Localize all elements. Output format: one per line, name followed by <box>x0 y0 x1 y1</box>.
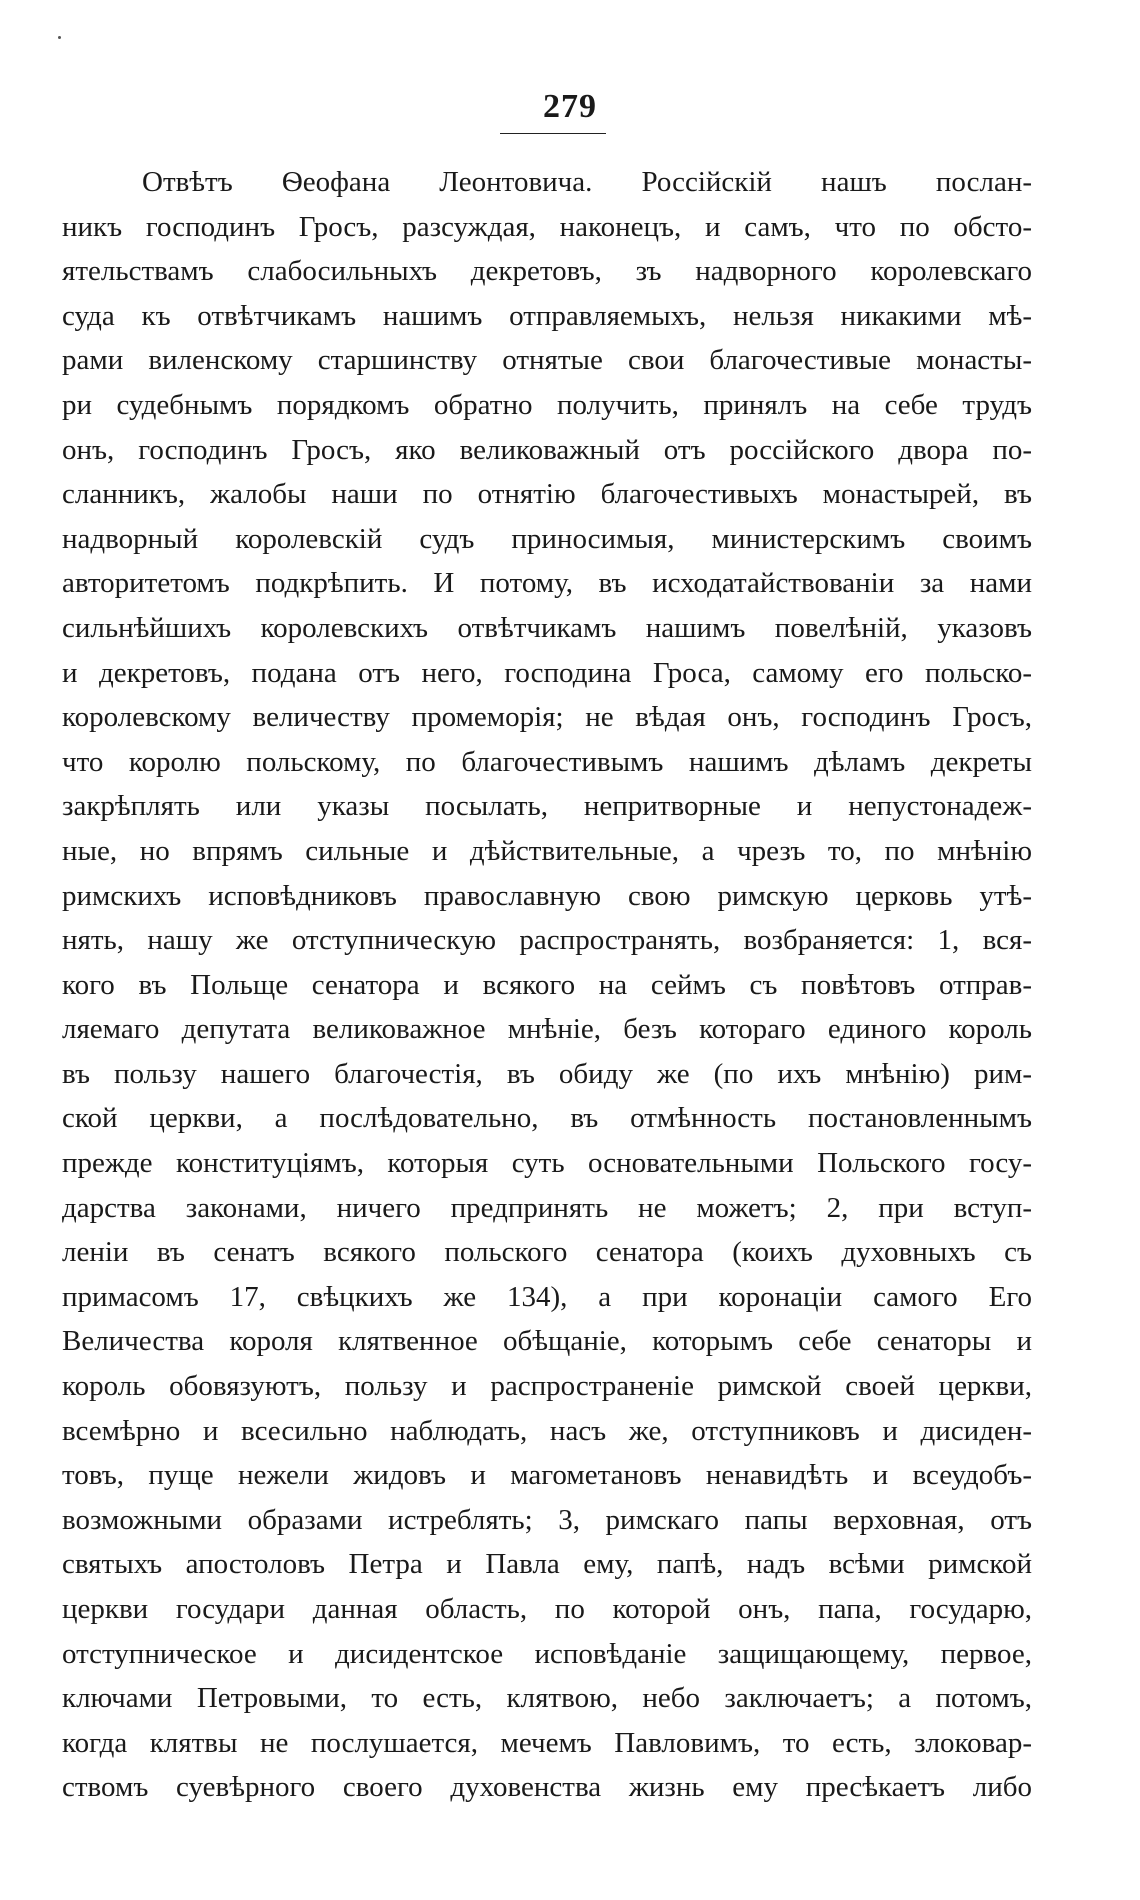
document-body <box>62 160 1032 1810</box>
text-line: ской церкви, а послѣдовательно, въ отмѣнность постановленнымъ <box>62 1102 1032 1135</box>
text-line: церкви государи данная область, по которой онъ, папа, государю, <box>62 1593 1032 1625</box>
text-line: закрѣплять или указы посылать, непритворные и непустонадеж- <box>62 790 1032 823</box>
text-line: Величества короля клятвенное обѣщаніе, которымъ себе сенаторы и <box>62 1325 1032 1358</box>
text-line: ятельствамъ слабосильныхъ декретовъ, зъ надворного королевскаго <box>62 255 1032 288</box>
text-line: отступническое и дисидентское исповѣданіе защищающему, первое, <box>62 1637 1032 1670</box>
text-line: ри судебнымъ порядкомъ обратно получить, принялъ на себе трудъ <box>62 388 1032 421</box>
text-line: въ пользу нашего благочестія, въ обиду же (по ихъ мнѣнію) рим- <box>62 1057 1032 1090</box>
text-line: леніи въ сенатъ всякого польского сенатора (коихъ духовныхъ съ <box>62 1236 1032 1269</box>
text-line: всемѣрно и всесильно наблюдать, насъ же, отступниковъ и дисиден- <box>62 1414 1032 1447</box>
text-line: святыхъ апостоловъ Петра и Павла ему, папѣ, надъ всѣми римской <box>62 1548 1032 1581</box>
text-line: и декретовъ, подана отъ него, господина Гроса, самому его польско- <box>62 656 1032 689</box>
text-line: сланникъ, жалобы наши по отнятію благочестивыхъ монастырей, въ <box>62 478 1032 511</box>
text-line: ствомъ суевѣрного своего духовенства жизнь ему пресѣкаетъ либо <box>62 1771 1032 1804</box>
text-line: рами виленскому старшинству отнятые свои благочестивые монасты- <box>62 344 1032 377</box>
text-line: Отвѣтъ Ѳеофана Леонтовича. Россійскій нашъ послан- <box>142 166 1032 198</box>
text-line: прежде конституціямъ, которыя суть основательными Польского госу- <box>62 1147 1032 1180</box>
page-number: 279 <box>543 88 597 125</box>
text-line: никъ господинъ Гросъ, разсуждая, наконецъ, и самъ, что по обсто- <box>62 210 1032 243</box>
text-line: королевскому величеству промеморія; не вѣдая онъ, господинъ Гросъ, <box>62 701 1032 734</box>
print-speck <box>58 36 61 39</box>
text-line: ные, но впрямъ сильные и дѣйствительные, а чрезъ то, по мнѣнію <box>62 834 1032 867</box>
text-line: сильнѣйшихъ королевскихъ отвѣтчикамъ нашимъ повелѣній, указовъ <box>62 611 1032 644</box>
text-line: кого въ Польще сенатора и всякого на сеймъ съ повѣтовъ отправ- <box>62 968 1032 1001</box>
text-line: онъ, господинъ Гросъ, яко великоважный отъ россійского двора по- <box>62 433 1032 466</box>
text-line: товъ, пуще нежели жидовъ и магометановъ ненавидѣть и всеудобъ- <box>62 1459 1032 1492</box>
page-number-underline <box>500 133 606 134</box>
text-line: дарства законами, ничего предпринять не можетъ; 2, при вступ- <box>62 1191 1032 1224</box>
text-line: ключами Петровыми, то есть, клятвою, небо заключаетъ; а потомъ, <box>62 1682 1032 1715</box>
text-line: нять, нашу же отступническую распространять, возбраняется: 1, вся- <box>62 924 1032 957</box>
text-line: что королю польскому, по благочестивымъ нашимъ дѣламъ декреты <box>62 745 1032 778</box>
text-line: ляемаго депутата великоважное мнѣніе, безъ котораго единого король <box>62 1013 1032 1046</box>
text-line: авторитетомъ подкрѣпить. И потому, въ исходатайствованіи за нами <box>62 567 1032 600</box>
text-line: возможными образами истреблять; 3, римскаго папы верховная, отъ <box>62 1503 1032 1536</box>
text-line: надворный королевскій судъ приносимыя, министерскимъ своимъ <box>62 522 1032 555</box>
text-line: когда клятвы не послушается, мечемъ Павловимъ, то есть, злоковар- <box>62 1726 1032 1759</box>
text-line: римскихъ исповѣдниковъ православную свою римскую церковь утѣ- <box>62 879 1032 912</box>
text-line: суда къ отвѣтчикамъ нашимъ отправляемыхъ, нельзя никакими мѣ- <box>62 299 1032 332</box>
text-line: примасомъ 17, свѣцкихъ же 134), а при коронаціи самого Его <box>62 1280 1032 1313</box>
text-line: король обовязуютъ, пользу и распространеніе римской своей церкви, <box>62 1370 1032 1403</box>
